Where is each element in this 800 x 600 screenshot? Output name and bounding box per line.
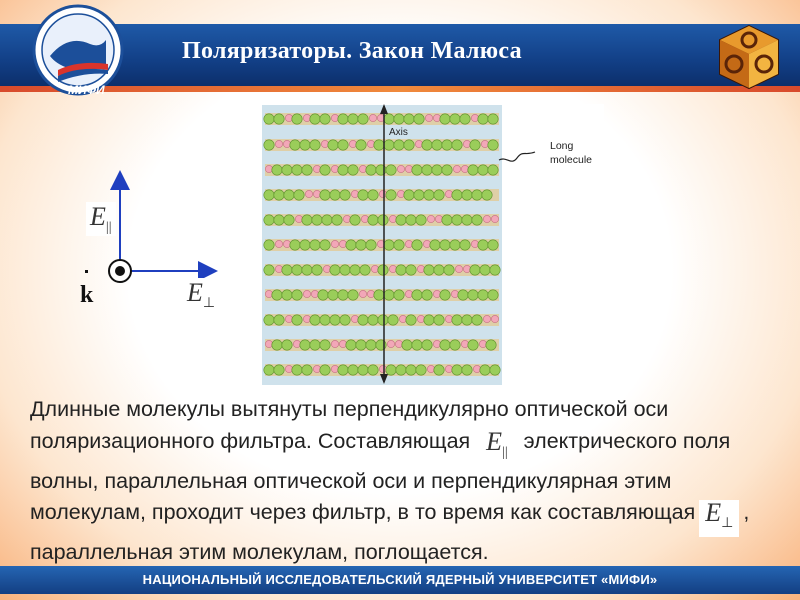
molecule-atom [302, 215, 312, 225]
molecule-atom [478, 165, 488, 175]
molecule-atom [320, 315, 330, 325]
molecule-atom [283, 140, 290, 147]
molecule-atom [472, 215, 482, 225]
molecule-atom [359, 165, 366, 172]
molecule-atom [433, 114, 440, 121]
molecule-atom [348, 114, 358, 124]
molecule-atom [264, 140, 274, 150]
molecule-atom [285, 315, 292, 322]
molecule-atom [282, 165, 292, 175]
molecule-atom [434, 365, 444, 375]
molecule-atom [490, 365, 500, 375]
molecule-atom [424, 315, 434, 325]
molecule-atom [274, 114, 284, 124]
molecule-atom [461, 340, 468, 347]
molecule-atom [292, 290, 302, 300]
molecule-atom [417, 315, 424, 322]
molecule-atom [450, 240, 460, 250]
molecule-atom [283, 240, 290, 247]
molecule-atom [374, 140, 384, 150]
molecule-atom [356, 140, 366, 150]
molecule-atom [478, 240, 488, 250]
molecule-atom [331, 365, 338, 372]
molecule-atom [435, 215, 442, 222]
molecule-atom [313, 190, 320, 197]
molecule-atom [313, 365, 320, 372]
molecule-atom [300, 140, 310, 150]
k-vector-dot [85, 270, 88, 273]
molecule-atom [379, 190, 386, 197]
molecule-atom [272, 165, 282, 175]
molecule-atom [445, 365, 452, 372]
molecule-atom [491, 215, 498, 222]
molecule-atom [348, 290, 358, 300]
molecule-atom [368, 315, 378, 325]
molecule-atom [440, 114, 450, 124]
molecule-atom [417, 265, 424, 272]
molecule-atom [282, 290, 292, 300]
molecule-atom [433, 290, 440, 297]
molecule-atom [425, 114, 432, 121]
molecule-atom [340, 265, 350, 275]
molecule-atom [481, 140, 488, 147]
molecule-atom [488, 140, 498, 150]
molecule-atom [402, 340, 412, 350]
molecule-atom [330, 190, 340, 200]
molecule-atom [302, 365, 312, 375]
molecule-atom [461, 165, 468, 172]
molecule-atom [351, 190, 358, 197]
molecule-atom [488, 114, 498, 124]
molecule-atom [491, 315, 498, 322]
molecule-atom [358, 114, 368, 124]
molecule-atom [330, 265, 340, 275]
molecule-atom [310, 315, 320, 325]
molecule-atom [338, 140, 348, 150]
molecule-atom [440, 340, 450, 350]
molecule-atom [322, 215, 332, 225]
molecule-atom [368, 215, 378, 225]
molecule-atom [275, 265, 282, 272]
molecule-atom [480, 265, 490, 275]
molecule-atom [285, 114, 292, 121]
e-parallel-label: $E_{||}$ [86, 202, 116, 236]
molecule-atom [330, 315, 340, 325]
molecule-atom [310, 240, 320, 250]
molecule-atom [394, 240, 404, 250]
molecule-atom [468, 340, 478, 350]
molecule-atom [458, 290, 468, 300]
molecule-atom [423, 240, 430, 247]
molecule-atom [483, 315, 490, 322]
molecule-atom [473, 365, 480, 372]
molecule-atom [422, 340, 432, 350]
molecule-atom [310, 340, 320, 350]
molecule-atom [450, 114, 460, 124]
molecule-atom [264, 190, 274, 200]
molecule-atom [452, 315, 462, 325]
molecule-atom [284, 215, 294, 225]
molecule-atom [412, 340, 422, 350]
molecule-atom [482, 190, 492, 200]
molecule-atom [479, 340, 486, 347]
molecule-atom [366, 240, 376, 250]
molecule-atom [472, 315, 482, 325]
molecule-atom [272, 290, 282, 300]
molecule-atom [265, 165, 272, 172]
molecule-atom [292, 365, 302, 375]
molecule-atom [284, 190, 294, 200]
molecule-atom [302, 165, 312, 175]
molecule-atom [292, 114, 302, 124]
molecule-atom [310, 140, 320, 150]
molecule-atom [394, 140, 404, 150]
slide-title: Поляризаторы. Закон Малюса [182, 38, 522, 64]
molecule-atom [396, 265, 406, 275]
molecule-atom [450, 340, 460, 350]
molecule-atom [399, 315, 406, 322]
molecule-atom [405, 290, 412, 297]
molecule-atom [356, 240, 366, 250]
molecule-atom [389, 215, 396, 222]
molecule-atom [434, 315, 444, 325]
molecule-atom [300, 340, 310, 350]
molecule-atom [389, 265, 396, 272]
molecule-atom [331, 340, 338, 347]
molecule-atom [432, 140, 442, 150]
molecule-atom [470, 140, 480, 150]
molecule-atom [339, 340, 346, 347]
molecule-atom [472, 190, 482, 200]
long-molecule-label-1: Long [550, 140, 574, 152]
molecule-atom [442, 215, 452, 225]
molecule-atom [321, 140, 328, 147]
molecule-atom [371, 265, 378, 272]
molecule-atom [462, 365, 472, 375]
molecule-atom [323, 265, 330, 272]
molecule-atom [468, 165, 478, 175]
molecule-atom [462, 215, 472, 225]
molecule-atom [445, 315, 452, 322]
molecule-atom [463, 265, 470, 272]
molecule-atom [414, 190, 424, 200]
axis-label: Axis [389, 127, 408, 138]
molecule-atom [312, 265, 322, 275]
molecule-atom [348, 365, 358, 375]
molecule-atom [338, 114, 348, 124]
molecule-atom [378, 215, 388, 225]
molecule-atom [294, 190, 304, 200]
molecule-atom [488, 165, 498, 175]
molecule-atom [374, 290, 384, 300]
molecule-atom [460, 240, 470, 250]
molecule-atom [369, 114, 376, 121]
molecule-atom [453, 165, 460, 172]
k-label: k [80, 282, 94, 308]
molecule-atom [343, 215, 350, 222]
molecule-atom [328, 140, 338, 150]
molecule-atom [384, 290, 394, 300]
molecule-atom [422, 165, 432, 175]
molecule-atom [292, 315, 302, 325]
molecule-atom [460, 114, 470, 124]
molecule-atom [328, 290, 338, 300]
molecule-atom [412, 290, 422, 300]
molecule-atom [480, 365, 490, 375]
logo-text: МИФИ [68, 83, 105, 97]
molecule-atom [331, 114, 338, 121]
molecule-atom [462, 315, 472, 325]
cube-logo [714, 22, 784, 92]
molecule-atom [405, 240, 412, 247]
molecule-atom [468, 290, 478, 300]
molecule-atom [452, 365, 462, 375]
molecule-atom [444, 265, 454, 275]
molecule-atom [463, 140, 470, 147]
molecule-atom [397, 165, 404, 172]
molecule-atom [406, 315, 416, 325]
molecule-atom [366, 340, 376, 350]
molecule-atom [455, 265, 462, 272]
molecule-atom [290, 240, 300, 250]
molecule-atom [452, 215, 462, 225]
molecule-atom [351, 315, 358, 322]
molecule-atom [488, 240, 498, 250]
molecule-atom [415, 140, 422, 147]
molecule-atom [396, 365, 406, 375]
molecule-atom [338, 290, 348, 300]
molecule-atom [356, 340, 366, 350]
molecule-atom [361, 215, 368, 222]
molecule-atom [445, 190, 452, 197]
body-paragraph [30, 394, 780, 569]
molecule-atom [285, 365, 292, 372]
molecule-atom [274, 190, 284, 200]
molecule-atom [358, 190, 368, 200]
e-parallel-inline: $E_{||}$ [480, 429, 514, 466]
molecule-atom [320, 165, 330, 175]
molecule-atom [265, 290, 272, 297]
molecule-atom [486, 340, 496, 350]
e-perp-label: $E_\perp$ [183, 278, 219, 312]
molecule-atom [434, 190, 444, 200]
molecule-atom [451, 290, 458, 297]
molecule-atom [422, 140, 432, 150]
molecule-atom [367, 140, 374, 147]
molecule-atom [368, 365, 378, 375]
molecule-atom [386, 190, 396, 200]
molecule-atom [310, 114, 320, 124]
molecule-atom [320, 240, 330, 250]
molecule-atom [338, 365, 348, 375]
molecule-atom [348, 165, 358, 175]
molecule-atom [318, 290, 328, 300]
molecule-atom [332, 215, 342, 225]
molecule-atom [338, 165, 348, 175]
molecule-atom [367, 290, 374, 297]
molecule-atom [300, 240, 310, 250]
molecule-atom [274, 365, 284, 375]
molecule-atom [470, 265, 480, 275]
molecule-atom [478, 290, 488, 300]
molecule-atom [416, 365, 426, 375]
molecule-atom [384, 114, 394, 124]
molecule-atom [442, 165, 452, 175]
molecule-atom [462, 190, 472, 200]
molecule-atom [442, 140, 452, 150]
molecule-atom [346, 340, 356, 350]
molecule-atom [412, 240, 422, 250]
molecule-atom [427, 365, 434, 372]
molecule-atom [339, 240, 346, 247]
molecule-atom [282, 265, 292, 275]
molecule-atom [378, 265, 388, 275]
molecule-atom [264, 365, 274, 375]
molecule-atom [430, 240, 440, 250]
molecule-atom [272, 340, 282, 350]
body-text-1: Длинные молекулы вытянуты перпендикулярно оптической оси поляризационного фильтра. Составляющая [30, 397, 669, 453]
molecule-atom [340, 190, 350, 200]
molecule-atom [264, 114, 274, 124]
molecule-atom [320, 340, 330, 350]
molecule-atom [434, 265, 444, 275]
molecule-atom [452, 190, 462, 200]
molecule-atom [358, 315, 368, 325]
body-text-3: , параллельная этим молекулам, поглощается. [30, 500, 750, 565]
body-text-2: электрического поля волны, параллельная оптической оси и перпендикулярная этим молекулам, проходит через фильтр, в то время как составляющая [30, 428, 731, 525]
molecule-atom [388, 315, 398, 325]
molecule-atom [303, 290, 310, 297]
molecule-atom [265, 340, 272, 347]
molecule-atom [379, 365, 386, 372]
molecule-atom [471, 114, 478, 121]
molecule-atom [320, 114, 330, 124]
molecule-atom [320, 190, 330, 200]
molecule-atom [432, 165, 442, 175]
molecule-atom [274, 315, 284, 325]
molecule-atom [406, 265, 416, 275]
molecule-atom [404, 140, 414, 150]
molecule-atom [384, 240, 394, 250]
molecule-atom [264, 240, 274, 250]
molecule-atom [303, 114, 310, 121]
molecule-atom [360, 265, 370, 275]
footer-text: НАЦИОНАЛЬНЫЙ ИССЛЕДОВАТЕЛЬСКИЙ ЯДЕРНЫЙ УНИВЕРСИТЕТ «МИФИ» [142, 572, 658, 587]
molecule-atom [331, 165, 338, 172]
molecule-atom [282, 340, 292, 350]
molecule-atom [424, 265, 434, 275]
molecule-atom [397, 190, 404, 197]
molecule-atom [378, 315, 388, 325]
molecule-atom [264, 265, 274, 275]
molecule-atom [290, 140, 300, 150]
molecule-atom [490, 265, 500, 275]
molecule-atom [384, 140, 394, 150]
e-perp-inline: $E_\perp$ [699, 500, 739, 537]
molecule-atom [275, 240, 282, 247]
molecule-atom [404, 190, 414, 200]
molecule-atom [471, 240, 478, 247]
molecule-atom [274, 215, 284, 225]
molecule-atom [350, 265, 360, 275]
molecule-atom [303, 315, 310, 322]
molecule-atom [427, 215, 434, 222]
molecule-atom [416, 215, 426, 225]
molecule-atom [340, 315, 350, 325]
molecule-atom [368, 190, 378, 200]
molecule-atom [292, 265, 302, 275]
molecule-atom [386, 165, 396, 175]
molecule-atom [424, 190, 434, 200]
molecule-atom [302, 265, 312, 275]
molecule-atom [275, 140, 282, 147]
molecule-atom [349, 140, 356, 147]
molecule-atom [320, 365, 330, 375]
molecule-atom [404, 114, 414, 124]
molecule-atom [422, 290, 432, 300]
molecule-atom [312, 215, 322, 225]
molecule-atom [488, 290, 498, 300]
molecule-atom [313, 165, 320, 172]
molecule-array [261, 104, 604, 386]
molecule-atom [387, 340, 394, 347]
molecule-atom [414, 114, 424, 124]
molecule-atom [359, 290, 366, 297]
university-logo [28, 4, 128, 100]
molecule-atom [311, 290, 318, 297]
molecule-atom [406, 365, 416, 375]
molecule-atom [331, 240, 338, 247]
molecule-atom [406, 215, 416, 225]
molecule-atom [386, 365, 396, 375]
molecule-atom [396, 215, 406, 225]
molecule-atom [483, 215, 490, 222]
molecule-atom [394, 290, 404, 300]
molecule-atom [412, 165, 422, 175]
molecule-atom [350, 215, 360, 225]
molecule-atom [264, 315, 274, 325]
polarizer-figure [261, 104, 604, 386]
molecule-atom [452, 140, 462, 150]
molecule-atom [405, 165, 412, 172]
molecule-atom [264, 215, 274, 225]
molecule-atom [433, 340, 440, 347]
molecule-atom [440, 290, 450, 300]
long-molecule-pointer [499, 152, 535, 161]
molecule-atom [346, 240, 356, 250]
molecule-atom [293, 340, 300, 347]
long-molecule-label-2: molecule [550, 154, 593, 166]
molecule-atom [478, 114, 488, 124]
molecule-atom [295, 215, 302, 222]
molecule-atom [366, 165, 376, 175]
molecule-atom [305, 190, 312, 197]
molecule-atom [394, 114, 404, 124]
molecule-atom [440, 240, 450, 250]
molecule-atom [358, 365, 368, 375]
molecule-atom [395, 340, 402, 347]
molecule-atom [292, 165, 302, 175]
